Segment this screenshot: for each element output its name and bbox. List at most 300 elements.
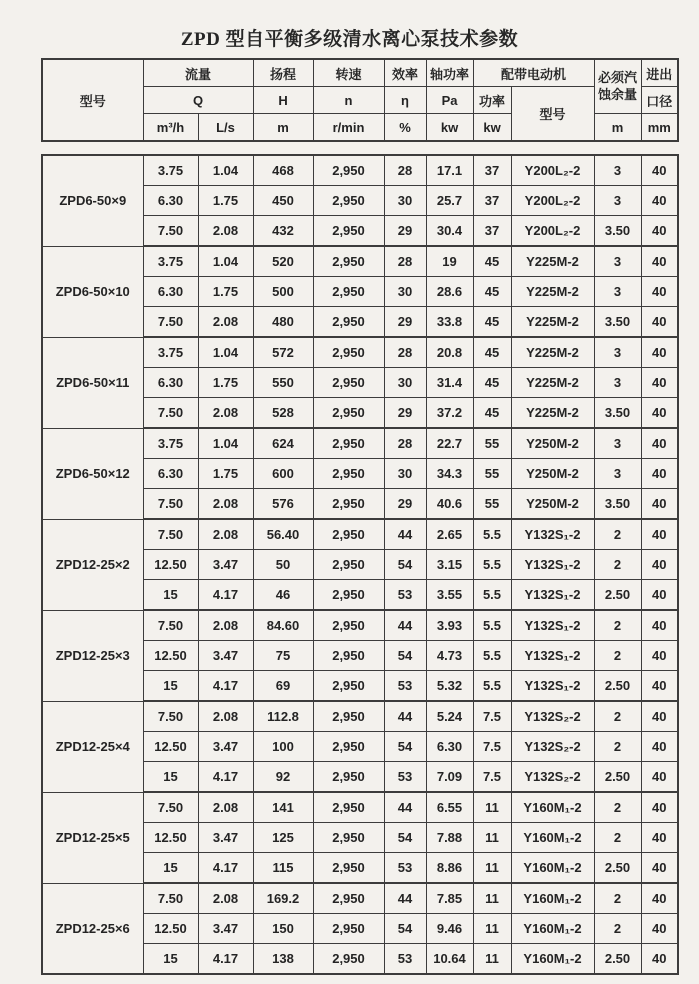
cell-head: 480 [253, 307, 313, 338]
cell-npsh: 2 [594, 519, 641, 550]
col-header-flow: 流量 [143, 59, 253, 87]
cell-speed: 2,950 [313, 823, 384, 853]
page-title: ZPD 型自平衡多级清水离心泵技术参数 [180, 29, 519, 50]
cell-shaft-power: 31.4 [426, 368, 473, 398]
npsh-label-line2: 蚀余量 [598, 86, 638, 102]
cell-shaft-power: 30.4 [426, 216, 473, 247]
cell-speed: 2,950 [313, 398, 384, 429]
cell-flow-m3h: 7.50 [143, 398, 198, 429]
cell-npsh: 2 [594, 701, 641, 732]
cell-efficiency: 29 [384, 398, 426, 429]
cell-npsh: 2 [594, 732, 641, 762]
cell-speed: 2,950 [313, 186, 384, 216]
pump-model-cell: ZPD12-25×6 [42, 883, 143, 974]
cell-motor-power: 11 [473, 853, 511, 884]
cell-shaft-power: 7.88 [426, 823, 473, 853]
cell-motor-power: 55 [473, 428, 511, 459]
cell-npsh: 2 [594, 883, 641, 914]
cell-efficiency: 28 [384, 246, 426, 277]
cell-flow-m3h: 7.50 [143, 701, 198, 732]
cell-efficiency: 54 [384, 550, 426, 580]
pump-model-cell: ZPD6-50×10 [42, 246, 143, 337]
cell-npsh: 3 [594, 246, 641, 277]
col-header-speed: 转速 [313, 59, 384, 87]
cell-head: 600 [253, 459, 313, 489]
cell-efficiency: 30 [384, 277, 426, 307]
cell-head: 520 [253, 246, 313, 277]
cell-shaft-power: 34.3 [426, 459, 473, 489]
cell-motor-model: Y132S₁-2 [511, 519, 594, 550]
col-header-port-line1: 进出 [641, 59, 678, 87]
cell-flow-ls: 4.17 [198, 671, 253, 702]
cell-efficiency: 54 [384, 732, 426, 762]
cell-efficiency: 54 [384, 641, 426, 671]
col-header-motor-power-unit: kw [473, 114, 511, 142]
pump-model-cell: ZPD12-25×4 [42, 701, 143, 792]
cell-flow-m3h: 3.75 [143, 246, 198, 277]
cell-flow-m3h: 7.50 [143, 610, 198, 641]
cell-motor-power: 55 [473, 489, 511, 520]
cell-shaft-power: 2.65 [426, 519, 473, 550]
cell-flow-m3h: 7.50 [143, 307, 198, 338]
cell-flow-ls: 3.47 [198, 732, 253, 762]
table-row [42, 428, 678, 459]
cell-flow-ls: 1.04 [198, 155, 253, 186]
cell-speed: 2,950 [313, 792, 384, 823]
cell-port-diameter: 40 [641, 398, 678, 429]
cell-efficiency: 29 [384, 216, 426, 247]
col-header-motor: 配带电动机 [473, 59, 594, 87]
cell-flow-ls: 4.17 [198, 944, 253, 975]
cell-shaft-power: 20.8 [426, 337, 473, 368]
cell-efficiency: 44 [384, 883, 426, 914]
cell-flow-m3h: 15 [143, 944, 198, 975]
cell-efficiency: 53 [384, 671, 426, 702]
cell-port-diameter: 40 [641, 186, 678, 216]
col-header-flow-unit-m3h: m³/h [143, 114, 198, 142]
cell-npsh: 3 [594, 459, 641, 489]
cell-speed: 2,950 [313, 246, 384, 277]
cell-speed: 2,950 [313, 580, 384, 611]
cell-npsh: 3.50 [594, 398, 641, 429]
cell-flow-m3h: 7.50 [143, 489, 198, 520]
cell-port-diameter: 40 [641, 580, 678, 611]
cell-flow-m3h: 12.50 [143, 914, 198, 944]
cell-motor-model: Y132S₁-2 [511, 550, 594, 580]
cell-speed: 2,950 [313, 641, 384, 671]
cell-motor-model: Y225M-2 [511, 398, 594, 429]
cell-head: 75 [253, 641, 313, 671]
cell-flow-ls: 2.08 [198, 307, 253, 338]
cell-motor-power: 5.5 [473, 671, 511, 702]
cell-flow-m3h: 3.75 [143, 155, 198, 186]
col-header-speed-unit: r/min [313, 114, 384, 142]
cell-shaft-power: 7.85 [426, 883, 473, 914]
col-header-motor-model: 型号 [511, 87, 594, 142]
cell-motor-power: 45 [473, 277, 511, 307]
col-header-head: 扬程 [253, 59, 313, 87]
cell-speed: 2,950 [313, 307, 384, 338]
cell-port-diameter: 40 [641, 337, 678, 368]
cell-head: 56.40 [253, 519, 313, 550]
cell-npsh: 3.50 [594, 307, 641, 338]
cell-npsh: 3 [594, 186, 641, 216]
cell-motor-model: Y132S₂-2 [511, 732, 594, 762]
npsh-label-line1: 必须汽 [598, 70, 638, 86]
col-header-shaft-power: 轴功率 [426, 59, 473, 87]
col-header-motor-power: 功率 [473, 87, 511, 114]
header-table [41, 58, 679, 142]
cell-npsh: 3 [594, 368, 641, 398]
cell-flow-ls: 1.04 [198, 246, 253, 277]
cell-flow-m3h: 3.75 [143, 428, 198, 459]
col-header-efficiency-symbol: η [384, 87, 426, 114]
cell-motor-power: 5.5 [473, 641, 511, 671]
cell-flow-ls: 2.08 [198, 489, 253, 520]
cell-flow-m3h: 7.50 [143, 792, 198, 823]
col-header-npsh [594, 59, 641, 114]
cell-port-diameter: 40 [641, 246, 678, 277]
cell-shaft-power: 40.6 [426, 489, 473, 520]
cell-port-diameter: 40 [641, 277, 678, 307]
cell-speed: 2,950 [313, 914, 384, 944]
cell-npsh: 3.50 [594, 216, 641, 247]
cell-speed: 2,950 [313, 519, 384, 550]
cell-flow-ls: 1.04 [198, 337, 253, 368]
cell-npsh: 3 [594, 337, 641, 368]
cell-motor-power: 45 [473, 368, 511, 398]
cell-flow-ls: 2.08 [198, 701, 253, 732]
cell-head: 69 [253, 671, 313, 702]
cell-flow-m3h: 15 [143, 671, 198, 702]
cell-shaft-power: 10.64 [426, 944, 473, 975]
cell-head: 576 [253, 489, 313, 520]
cell-flow-ls: 3.47 [198, 550, 253, 580]
cell-speed: 2,950 [313, 732, 384, 762]
cell-port-diameter: 40 [641, 641, 678, 671]
cell-shaft-power: 7.09 [426, 762, 473, 793]
cell-flow-m3h: 7.50 [143, 519, 198, 550]
cell-speed: 2,950 [313, 610, 384, 641]
cell-port-diameter: 40 [641, 701, 678, 732]
cell-flow-ls: 3.47 [198, 914, 253, 944]
cell-head: 528 [253, 398, 313, 429]
cell-motor-model: Y250M-2 [511, 489, 594, 520]
cell-head: 92 [253, 762, 313, 793]
cell-efficiency: 54 [384, 914, 426, 944]
cell-npsh: 2.50 [594, 580, 641, 611]
cell-port-diameter: 40 [641, 216, 678, 247]
cell-motor-model: Y200L₂-2 [511, 186, 594, 216]
cell-efficiency: 53 [384, 580, 426, 611]
cell-port-diameter: 40 [641, 459, 678, 489]
cell-flow-ls: 1.75 [198, 459, 253, 489]
cell-shaft-power: 3.55 [426, 580, 473, 611]
cell-flow-m3h: 12.50 [143, 823, 198, 853]
cell-flow-ls: 2.08 [198, 519, 253, 550]
cell-motor-model: Y225M-2 [511, 307, 594, 338]
cell-speed: 2,950 [313, 883, 384, 914]
cell-flow-ls: 3.47 [198, 641, 253, 671]
cell-efficiency: 29 [384, 489, 426, 520]
cell-npsh: 3 [594, 428, 641, 459]
cell-motor-model: Y132S₁-2 [511, 580, 594, 611]
cell-head: 572 [253, 337, 313, 368]
pump-model-cell: ZPD12-25×2 [42, 519, 143, 610]
cell-motor-model: Y160M₁-2 [511, 792, 594, 823]
cell-flow-m3h: 15 [143, 762, 198, 793]
cell-motor-model: Y200L₂-2 [511, 155, 594, 186]
cell-flow-m3h: 6.30 [143, 277, 198, 307]
cell-speed: 2,950 [313, 459, 384, 489]
cell-port-diameter: 40 [641, 489, 678, 520]
cell-motor-power: 11 [473, 944, 511, 975]
cell-port-diameter: 40 [641, 519, 678, 550]
cell-flow-m3h: 15 [143, 853, 198, 884]
cell-npsh: 2.50 [594, 762, 641, 793]
cell-head: 624 [253, 428, 313, 459]
col-header-speed-symbol: n [313, 87, 384, 114]
cell-port-diameter: 40 [641, 610, 678, 641]
cell-head: 150 [253, 914, 313, 944]
cell-port-diameter: 40 [641, 762, 678, 793]
cell-efficiency: 28 [384, 337, 426, 368]
cell-speed: 2,950 [313, 337, 384, 368]
table-row [42, 701, 678, 732]
cell-shaft-power: 6.30 [426, 732, 473, 762]
cell-flow-m3h: 15 [143, 580, 198, 611]
cell-efficiency: 28 [384, 428, 426, 459]
cell-head: 450 [253, 186, 313, 216]
cell-motor-power: 5.5 [473, 580, 511, 611]
cell-speed: 2,950 [313, 368, 384, 398]
table-row [42, 883, 678, 914]
col-header-flow-unit-ls: L/s [198, 114, 253, 142]
cell-motor-model: Y132S₁-2 [511, 610, 594, 641]
cell-flow-ls: 2.08 [198, 216, 253, 247]
cell-motor-power: 45 [473, 246, 511, 277]
cell-port-diameter: 40 [641, 155, 678, 186]
cell-npsh: 2 [594, 641, 641, 671]
table-row [42, 792, 678, 823]
cell-flow-ls: 1.75 [198, 368, 253, 398]
cell-shaft-power: 22.7 [426, 428, 473, 459]
col-header-shaft-power-unit: kw [426, 114, 473, 142]
cell-head: 112.8 [253, 701, 313, 732]
cell-motor-power: 5.5 [473, 550, 511, 580]
cell-shaft-power: 19 [426, 246, 473, 277]
cell-flow-ls: 3.47 [198, 823, 253, 853]
cell-head: 500 [253, 277, 313, 307]
cell-efficiency: 53 [384, 944, 426, 975]
cell-npsh: 2 [594, 914, 641, 944]
cell-flow-ls: 2.08 [198, 610, 253, 641]
cell-flow-ls: 1.75 [198, 186, 253, 216]
cell-port-diameter: 40 [641, 944, 678, 975]
pump-model-cell: ZPD6-50×11 [42, 337, 143, 428]
cell-flow-m3h: 6.30 [143, 459, 198, 489]
col-header-port-line2: 口径 [641, 87, 678, 114]
cell-flow-ls: 2.08 [198, 883, 253, 914]
cell-speed: 2,950 [313, 550, 384, 580]
cell-flow-m3h: 12.50 [143, 641, 198, 671]
cell-motor-power: 11 [473, 883, 511, 914]
cell-port-diameter: 40 [641, 853, 678, 884]
cell-shaft-power: 8.86 [426, 853, 473, 884]
cell-port-diameter: 40 [641, 732, 678, 762]
cell-npsh: 2 [594, 550, 641, 580]
cell-port-diameter: 40 [641, 671, 678, 702]
cell-port-diameter: 40 [641, 823, 678, 853]
cell-efficiency: 30 [384, 186, 426, 216]
cell-shaft-power: 5.32 [426, 671, 473, 702]
cell-motor-power: 45 [473, 337, 511, 368]
cell-flow-ls: 2.08 [198, 398, 253, 429]
cell-head: 468 [253, 155, 313, 186]
col-header-efficiency: 效率 [384, 59, 426, 87]
cell-npsh: 2 [594, 792, 641, 823]
cell-npsh: 3 [594, 155, 641, 186]
cell-motor-model: Y250M-2 [511, 428, 594, 459]
cell-motor-model: Y225M-2 [511, 368, 594, 398]
cell-motor-power: 37 [473, 216, 511, 247]
cell-motor-power: 5.5 [473, 519, 511, 550]
cell-speed: 2,950 [313, 216, 384, 247]
cell-efficiency: 44 [384, 701, 426, 732]
cell-shaft-power: 25.7 [426, 186, 473, 216]
cell-motor-model: Y250M-2 [511, 459, 594, 489]
cell-motor-model: Y225M-2 [511, 337, 594, 368]
cell-shaft-power: 17.1 [426, 155, 473, 186]
cell-motor-power: 45 [473, 307, 511, 338]
table-row [42, 610, 678, 641]
col-header-head-symbol: H [253, 87, 313, 114]
cell-port-diameter: 40 [641, 550, 678, 580]
cell-speed: 2,950 [313, 762, 384, 793]
cell-motor-model: Y160M₁-2 [511, 853, 594, 884]
header-row-1 [42, 59, 678, 87]
cell-head: 84.60 [253, 610, 313, 641]
cell-flow-ls: 1.75 [198, 277, 253, 307]
cell-efficiency: 54 [384, 823, 426, 853]
cell-efficiency: 30 [384, 459, 426, 489]
cell-flow-m3h: 12.50 [143, 550, 198, 580]
cell-speed: 2,950 [313, 155, 384, 186]
cell-npsh: 2 [594, 823, 641, 853]
cell-flow-m3h: 7.50 [143, 883, 198, 914]
cell-port-diameter: 40 [641, 307, 678, 338]
cell-motor-power: 11 [473, 823, 511, 853]
cell-motor-power: 11 [473, 914, 511, 944]
pump-model-cell: ZPD6-50×12 [42, 428, 143, 519]
cell-shaft-power: 6.55 [426, 792, 473, 823]
cell-motor-model: Y132S₁-2 [511, 641, 594, 671]
cell-motor-power: 7.5 [473, 701, 511, 732]
cell-npsh: 3 [594, 277, 641, 307]
cell-speed: 2,950 [313, 701, 384, 732]
cell-head: 46 [253, 580, 313, 611]
col-header-head-unit: m [253, 114, 313, 142]
cell-head: 138 [253, 944, 313, 975]
cell-efficiency: 44 [384, 519, 426, 550]
cell-port-diameter: 40 [641, 883, 678, 914]
cell-efficiency: 29 [384, 307, 426, 338]
col-header-flow-symbol: Q [143, 87, 253, 114]
cell-efficiency: 53 [384, 762, 426, 793]
table-row [42, 155, 678, 186]
col-header-pump-model: 型号 [42, 59, 143, 141]
cell-motor-model: Y160M₁-2 [511, 823, 594, 853]
cell-speed: 2,950 [313, 428, 384, 459]
cell-head: 125 [253, 823, 313, 853]
cell-flow-m3h: 3.75 [143, 337, 198, 368]
table-row [42, 246, 678, 277]
cell-motor-model: Y160M₁-2 [511, 944, 594, 975]
col-header-port-unit: mm [641, 114, 678, 142]
cell-shaft-power: 9.46 [426, 914, 473, 944]
table-row [42, 337, 678, 368]
col-header-shaft-power-symbol: Pa [426, 87, 473, 114]
cell-efficiency: 28 [384, 155, 426, 186]
cell-motor-model: Y225M-2 [511, 246, 594, 277]
cell-flow-ls: 4.17 [198, 853, 253, 884]
cell-efficiency: 44 [384, 610, 426, 641]
cell-flow-ls: 4.17 [198, 580, 253, 611]
data-table [41, 154, 679, 975]
col-header-npsh-unit: m [594, 114, 641, 142]
cell-flow-m3h: 6.30 [143, 368, 198, 398]
cell-speed: 2,950 [313, 944, 384, 975]
cell-port-diameter: 40 [641, 368, 678, 398]
cell-efficiency: 53 [384, 853, 426, 884]
cell-motor-model: Y132S₁-2 [511, 671, 594, 702]
cell-motor-model: Y160M₁-2 [511, 914, 594, 944]
pump-model-cell: ZPD6-50×9 [42, 155, 143, 246]
cell-flow-m3h: 12.50 [143, 732, 198, 762]
table-row [42, 519, 678, 550]
cell-motor-model: Y160M₁-2 [511, 883, 594, 914]
cell-shaft-power: 4.73 [426, 641, 473, 671]
cell-speed: 2,950 [313, 277, 384, 307]
cell-flow-ls: 2.08 [198, 792, 253, 823]
cell-head: 550 [253, 368, 313, 398]
cell-speed: 2,950 [313, 671, 384, 702]
cell-npsh: 2 [594, 610, 641, 641]
cell-motor-model: Y132S₂-2 [511, 701, 594, 732]
cell-shaft-power: 37.2 [426, 398, 473, 429]
cell-efficiency: 30 [384, 368, 426, 398]
cell-shaft-power: 33.8 [426, 307, 473, 338]
cell-shaft-power: 28.6 [426, 277, 473, 307]
cell-speed: 2,950 [313, 489, 384, 520]
cell-head: 50 [253, 550, 313, 580]
cell-port-diameter: 40 [641, 428, 678, 459]
cell-motor-power: 7.5 [473, 732, 511, 762]
cell-motor-power: 7.5 [473, 762, 511, 793]
cell-port-diameter: 40 [641, 914, 678, 944]
cell-motor-power: 11 [473, 792, 511, 823]
cell-motor-power: 37 [473, 186, 511, 216]
cell-motor-model: Y200L₂-2 [511, 216, 594, 247]
cell-head: 100 [253, 732, 313, 762]
cell-motor-power: 5.5 [473, 610, 511, 641]
cell-flow-ls: 1.04 [198, 428, 253, 459]
cell-npsh: 2.50 [594, 944, 641, 975]
pump-model-cell: ZPD12-25×3 [42, 610, 143, 701]
cell-head: 141 [253, 792, 313, 823]
cell-efficiency: 44 [384, 792, 426, 823]
cell-motor-model: Y225M-2 [511, 277, 594, 307]
